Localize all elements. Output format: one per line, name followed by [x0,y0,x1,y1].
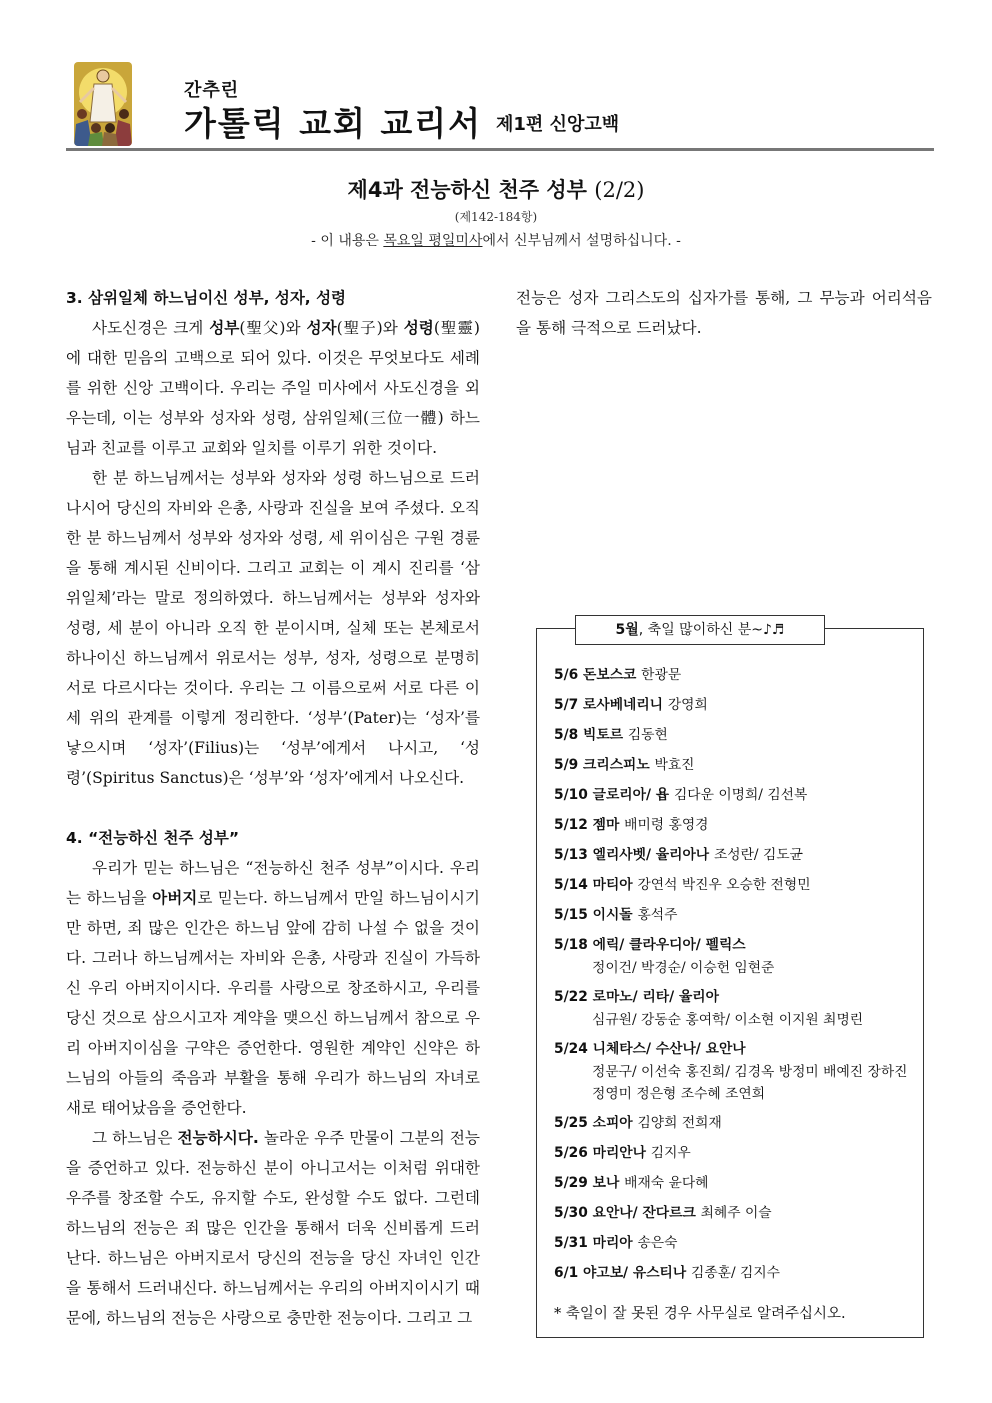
feast-item [554,693,914,717]
feast-item [554,985,914,1031]
feast-date: 5/8 [554,727,584,743]
feast-saint: 돈보스코 [583,667,642,683]
section-4-paragraph-2-continued: 전능은 성자 그리스도의 십자가를 통해, 그 무능과 어리석음을 통해 극적으로 드러났다. [516,289,932,337]
feast-date: 5/25 [554,1115,593,1131]
s4p1-text-a: 우리가 믿는 하느님은 “전능하신 천주 성부”이시다. 우리는 하느님을 [66,859,480,907]
feast-names: 김지우 [650,1145,691,1161]
feast-item [554,903,914,927]
left-column [66,283,480,1333]
s4p1-text-c: 로 믿는다. 하느님께서 만일 하느님이시기만 하면, 죄 많은 인간은 하느님 앞에 감히 나설 수 없을 것이다. 그러나 하느님께서는 자비와 은총, 사랑과 진실이 가득하신 우리 아버지이시다. 우리를 사랑으로 창조하시고, 우리를 당신 것으로 삼으시고자 계약을 맺으신 하느님께서 참으로 우리 아버지이심을 구약은 증언한다. 영원한 계약인 신약은 하느님의 아들의 죽음과 부활을 통해 우리가 하느님의 자녀로 새로 태어났음을 증언한다. [66,889,481,1117]
feast-names: 김다운 이명희/ 김선복 [673,787,808,803]
feast-date: 5/18 [554,937,593,953]
feast-names: 박효진 [654,757,695,773]
feast-date: 5/29 [554,1175,593,1191]
feast-saint: 빅토르 [583,727,628,743]
header-divider [66,148,934,151]
feast-names: 김양희 전희재 [637,1115,722,1131]
lesson-note-mass: 목요일 평일미사 [383,233,483,249]
s3p1-father: 성부 [209,319,240,337]
s3p1-text-a: 사도신경은 크게 [92,319,210,337]
feast-item [554,1201,914,1225]
feast-item [554,1231,914,1255]
feast-date: 5/14 [554,877,593,893]
feast-box-title [575,615,825,645]
s3p1-spirit: 성령 [403,319,434,337]
feast-names: 심규원/ 강동순 홍여학/ 이소현 이지원 최명린 [592,1012,864,1028]
feast-names: 김종훈/ 김지수 [691,1265,781,1281]
feast-date: 5/31 [554,1235,593,1251]
feast-names: 배재숙 윤다혜 [624,1175,709,1191]
section-4-paragraph-2 [66,1123,480,1333]
feast-date: 5/6 [554,667,584,683]
s3p1-text-g: (聖靈)에 대한 믿음의 고백으로 되어 있다. 이것은 무엇보다도 세례를 위한 신앙 고백이다. 우리는 주일 미사에서 사도신경을 외우는데, 이는 성부와 성자와 성령, 삼위일체(三位一體) 하느님과 친교를 이루고 교회와 일치를 이루기 위한 것이다. [66,319,480,457]
section-3-paragraph-2: 한 분 하느님께서는 성부와 성자와 성령 하느님으로 드러나시어 당신의 자비와 은총, 사랑과 진실을 보여 주셨다. 오직 한 분 하느님께서 성부와 성자와 성령, 세 위이심은 구원 경륜을 통해 계시된 신비이다. 그리고 교회는 이 계시 진리를 ‘삼위일체’라는 말로 정의하였다. 하느님께서는 성부와 성자와 성령, 세 분이 아니라 오직 한 분이시며, 실체 또는 본체로서 하나이신 하느님께서 위로서는 성부, 성자, 성령으로 분명히 서로 다르시다는 것이다. 우리는 그 이름으로써 서로 다른 이 세 위의 관계를 이렇게 정리한다. ‘성부’(Pater)는 ‘성자’를 낳으시며 ‘성자’(Filius)는 ‘성부’에게서 나시고, ‘성령’(Spiritus Sanctus)은 ‘성부’와 ‘성자’에게서 나오신다. [66,469,480,787]
s4p2-almighty: 전능하시다. [177,1129,259,1147]
feast-saint: 젬마 [592,817,625,833]
feast-names: 정이건/ 박경순/ 이승헌 임현준 [592,960,775,976]
feast-names: 김동현 [627,727,668,743]
feast-item [554,1037,914,1105]
feast-date: 5/30 [554,1205,593,1221]
lesson-note-suffix: 에서 신부님께서 설명하십니다. - [482,233,681,249]
s3p1-son: 성자 [306,319,337,337]
feast-date: 5/26 [554,1145,593,1161]
feast-item [554,843,914,867]
feast-item [554,723,914,747]
feast-list [554,663,914,1291]
feast-saint: 크리스피노 [583,757,655,773]
feast-item [554,663,914,687]
header-title: 가톨릭 교회 교리서 [184,104,483,143]
feast-saint: 마리안나 [592,1145,651,1161]
feast-item [554,933,914,979]
s4p2-text-a: 그 하느님은 [92,1129,178,1147]
section-3-heading: 3. 삼위일체 하느님이신 성부, 성자, 성령 [66,289,347,307]
feast-item [554,1141,914,1165]
feast-names: 강영희 [667,697,708,713]
feast-names: 정문구/ 이선숙 홍진희/ 김경옥 방정미 배예진 장하진 정영미 정은형 조수혜 조연희 [592,1064,908,1102]
feast-date: 5/22 [554,989,593,1005]
feast-item [554,1111,914,1135]
feast-saint: 로마노/ 리타/ 율리아 [592,989,719,1005]
feast-date: 5/9 [554,757,584,773]
feast-date: 5/24 [554,1041,593,1057]
page-header [66,58,934,150]
lesson-title-text: 제4과 전능하신 천주 성부 [347,178,587,202]
feast-saint: 에릭/ 클라우디아/ 펠릭스 [592,937,746,953]
feast-month: 5월 [615,622,639,638]
feast-saint: 글로리아/ 욥 [592,787,674,803]
feast-footnote: * 축일이 잘 못된 경우 사무실로 알려주십시오. [554,1306,846,1322]
feast-names: 홍석주 [637,907,678,923]
lesson-range: (제142-184항) [454,210,538,224]
feast-names: 최혜주 이슬 [700,1205,772,1221]
feast-names: 배미령 홍영경 [624,817,709,833]
right-column [516,283,932,343]
lesson-note [0,230,992,250]
feast-item [554,783,914,807]
feast-saint: 로사베네리니 [583,697,668,713]
feast-date: 6/1 [554,1265,584,1281]
feast-names: 송은숙 [637,1235,678,1251]
feast-item [554,813,914,837]
section-4-heading: 4. “전능하신 천주 성부” [66,829,240,847]
feast-title-rest: , 축일 많이하신 분~♪♬ [638,622,785,638]
s3p1-text-e: (聖子)와 [336,319,404,337]
feast-item [554,753,914,777]
feast-saint: 이시돌 [592,907,638,923]
header-part: 제1편 신앙고백 [496,114,620,135]
lesson-note-prefix: - 이 내용은 [311,233,384,249]
lesson-title [0,174,992,204]
feast-item [554,1261,914,1285]
feast-names: 강연석 박진우 오승한 전형민 [637,877,811,893]
feast-date: 5/12 [554,817,593,833]
feast-saint: 보나 [592,1175,625,1191]
feast-names: 조성란/ 김도균 [713,847,803,863]
section-4-paragraph-1 [66,853,480,1123]
feast-date: 5/15 [554,907,593,923]
feast-item [554,873,914,897]
feast-names: 한광문 [641,667,682,683]
feast-saint: 야고보/ 유스티나 [583,1265,691,1281]
feast-date: 5/13 [554,847,593,863]
lesson-part: (2/2) [594,178,645,202]
feast-saint: 소피아 [592,1115,638,1131]
feast-date: 5/7 [554,697,584,713]
feast-day-box [536,622,924,1338]
header-subtitle: 간추린 [184,80,240,101]
feast-saint: 니체타스/ 수산나/ 요안나 [592,1041,746,1057]
feast-saint: 마리아 [592,1235,638,1251]
feast-saint: 마티아 [592,877,638,893]
jesus-disciples-logo [74,62,132,146]
feast-saint: 엘리사벳/ 율리아나 [592,847,714,863]
s4p2-text-c: 놀라운 우주 만물이 그분의 전능을 증언하고 있다. 전능하신 분이 아니고서는 이처럼 위대한 우주를 창조할 수도, 유지할 수도, 완성할 수도 없다. 그런데 하느님의 전능은 죄 많은 인간을 통해서 더욱 신비롭게 드러난다. 하느님은 아버지로서 당신의 전능을 당신 자녀인 인간을 통해서 드러내신다. 하느님께서는 우리의 아버지이시기 때문에, 하느님의 전능은 사랑으로 충만한 전능이다. 그리고 그 [66,1129,480,1327]
s3p1-text-c: (聖父)와 [239,319,307,337]
feast-saint: 요안나/ 잔다르크 [592,1205,701,1221]
feast-date: 5/10 [554,787,593,803]
section-3-paragraph-1 [66,313,480,463]
feast-item [554,1171,914,1195]
s4p1-father: 아버지 [152,889,198,907]
